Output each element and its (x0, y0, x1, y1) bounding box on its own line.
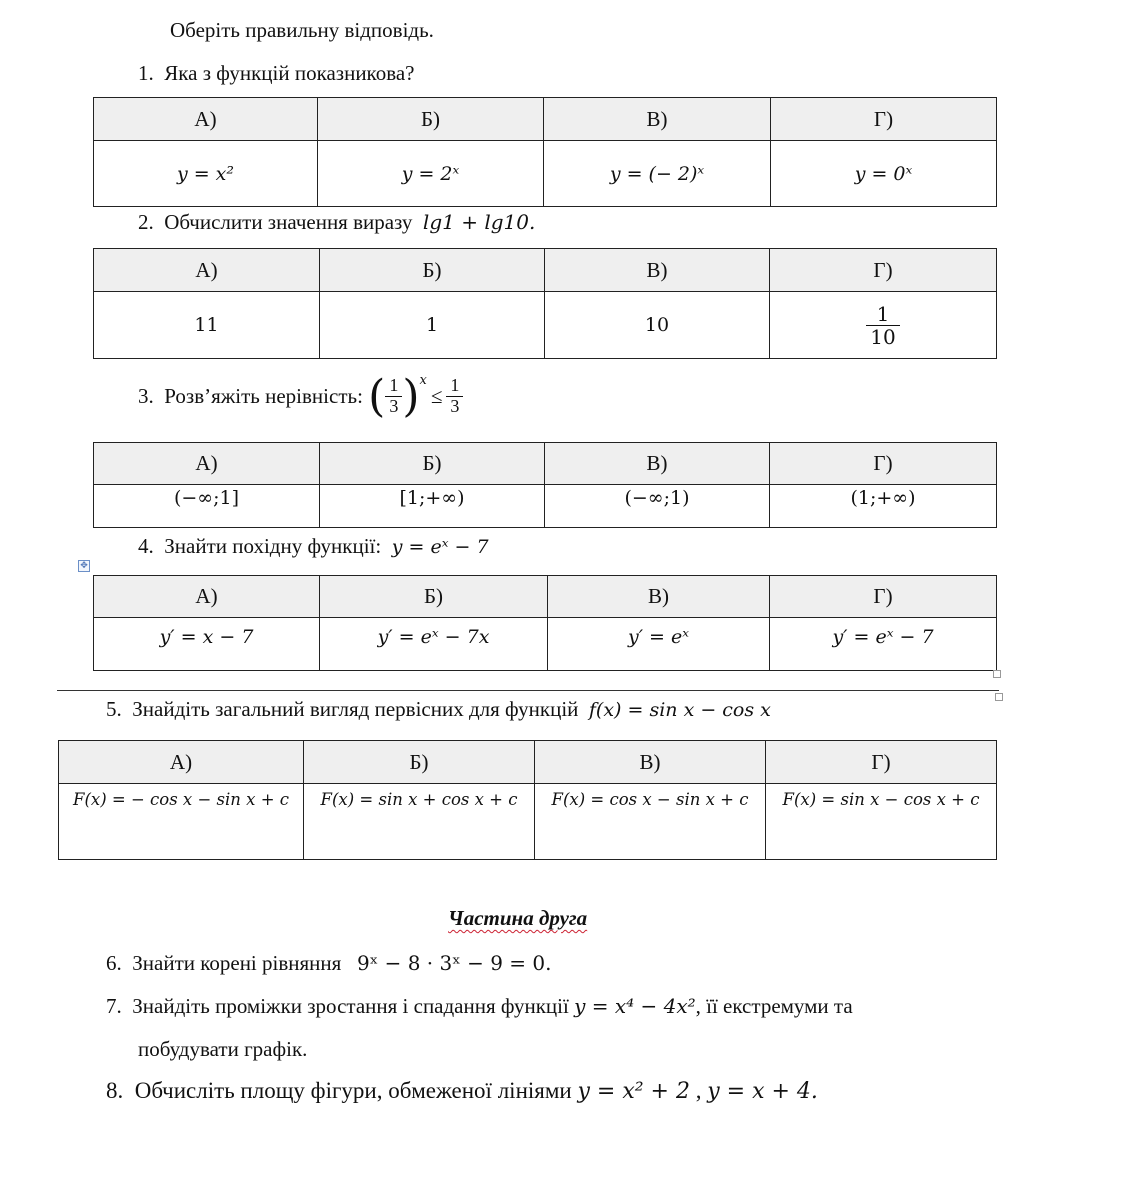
question-1 (138, 60, 414, 86)
question-text: Яка з функцій показникова? (164, 61, 415, 85)
option-d-answer[interactable]: y′ = eˣ − 7 (770, 618, 997, 671)
option-c-answer[interactable]: y = (− 2)ˣ (544, 141, 771, 207)
option-c-answer[interactable]: y′ = eˣ (548, 618, 770, 671)
separator: , (689, 1078, 702, 1103)
option-header-b: Б) (320, 443, 545, 485)
option-d-answer[interactable] (770, 292, 997, 359)
option-header-b: Б) (304, 741, 535, 784)
option-header-c: В) (545, 249, 770, 292)
question-number: 5. (106, 697, 122, 721)
option-header-c: В) (545, 443, 770, 485)
expression-2: y = x + 4. (707, 1079, 818, 1104)
option-header-a: А) (94, 443, 320, 485)
question-text: Обчислити значення виразу (164, 210, 413, 234)
question-7-line-2: побудувати графік. (138, 1037, 308, 1061)
option-header-b: Б) (320, 576, 548, 618)
expression: lg1 + lg10. (422, 210, 536, 234)
answer-table-5 (58, 740, 997, 860)
question-8 (106, 1078, 818, 1105)
answer-table-1 (93, 97, 997, 207)
option-a-answer[interactable]: y = x² (94, 141, 318, 207)
question-number: 2. (138, 210, 154, 234)
option-header-d: Г) (770, 443, 997, 485)
fraction: $\frac{1}{10}$ (866, 303, 899, 348)
question-text: Знайти похідну функції: (164, 534, 382, 558)
option-c-answer[interactable]: F(x) = cos x − sin x + c (535, 784, 766, 860)
function-expression: f(x) = sin x − cos x (588, 699, 771, 721)
option-b-answer[interactable]: 1 (320, 292, 545, 359)
answer-table-2 (93, 248, 997, 359)
option-header-c: В) (548, 576, 770, 618)
table-move-handle-icon[interactable]: ✥ (78, 560, 90, 572)
option-b-answer[interactable]: y′ = eˣ − 7x (320, 618, 548, 671)
option-d-answer[interactable]: y = 0ˣ (771, 141, 997, 207)
object-handle[interactable] (995, 693, 1003, 701)
expression-1: y = x² + 2 (577, 1079, 690, 1104)
separator-line (57, 690, 999, 691)
exponent: x (419, 372, 427, 388)
option-header-d: Г) (766, 741, 997, 784)
option-a-answer[interactable]: (−∞;1] (94, 485, 320, 528)
question-number: 4. (138, 534, 154, 558)
option-a-answer[interactable]: F(x) = − cos x − sin x + c (59, 784, 304, 860)
paren-right: ) (402, 370, 420, 422)
table-resize-handle[interactable] (993, 670, 1001, 678)
question-number: 3. (138, 383, 154, 408)
question-text: Знайдіть загальний вигляд первісних для функцій (132, 697, 579, 721)
option-d-answer[interactable]: F(x) = sin x − cos x + c (766, 784, 997, 860)
option-header-a: А) (94, 249, 320, 292)
option-header-c: В) (544, 98, 771, 141)
question-text-cont: , її екстремуми та (695, 994, 853, 1018)
option-header-d: Г) (770, 576, 997, 618)
option-header-b: Б) (318, 98, 544, 141)
option-header-a: А) (59, 741, 304, 784)
option-header-d: Г) (771, 98, 997, 141)
option-d-answer[interactable]: (1;+∞) (770, 485, 997, 528)
rhs-fraction: $\frac{1}{3}$ (446, 376, 463, 417)
relation-sign: ≤ (430, 383, 443, 408)
question-number: 8. (106, 1078, 124, 1103)
question-6 (106, 950, 551, 976)
option-header-d: Г) (770, 249, 997, 292)
option-b-answer[interactable]: F(x) = sin x + cos x + c (304, 784, 535, 860)
function-expression: y = eˣ − 7 (391, 536, 489, 558)
option-header-a: А) (94, 98, 318, 141)
part-two-heading: Частина друга (448, 906, 588, 930)
option-header-c: В) (535, 741, 766, 784)
option-a-answer[interactable]: 11 (94, 292, 320, 359)
option-header-a: А) (94, 576, 320, 618)
question-7 (106, 993, 853, 1019)
question-number: 1. (138, 61, 154, 85)
question-text: Обчисліть площу фігури, обмеженої лініями (134, 1078, 572, 1103)
lhs-fraction: $\frac{1}{3}$ (385, 376, 402, 417)
question-text: Знайти корені рівняння (132, 951, 342, 975)
question-number: 7. (106, 994, 122, 1018)
question-2 (138, 209, 535, 235)
paren-left: ( (368, 370, 386, 422)
question-5 (106, 696, 771, 723)
intro-text: Оберіть правильну відповідь. (170, 18, 434, 42)
question-3 (138, 366, 463, 426)
option-c-answer[interactable]: (−∞;1) (545, 485, 770, 528)
answer-table-3 (93, 442, 997, 528)
question-text: Знайдіть проміжки зростання і спадання функції (132, 994, 569, 1018)
option-a-answer[interactable]: y′ = x − 7 (94, 618, 320, 671)
option-c-answer[interactable]: 10 (545, 292, 770, 359)
function-expression: y = x⁴ − 4x² (574, 994, 696, 1018)
option-b-answer[interactable]: y = 2ˣ (318, 141, 544, 207)
option-header-b: Б) (320, 249, 545, 292)
option-b-answer[interactable]: [1;+∞) (320, 485, 545, 528)
question-4 (138, 533, 489, 560)
question-number: 6. (106, 951, 122, 975)
question-text: Розв’яжіть нерівність: (164, 383, 363, 408)
equation: 9ˣ − 8 · 3ˣ − 9 = 0. (357, 951, 552, 975)
answer-table-4 (93, 575, 997, 671)
